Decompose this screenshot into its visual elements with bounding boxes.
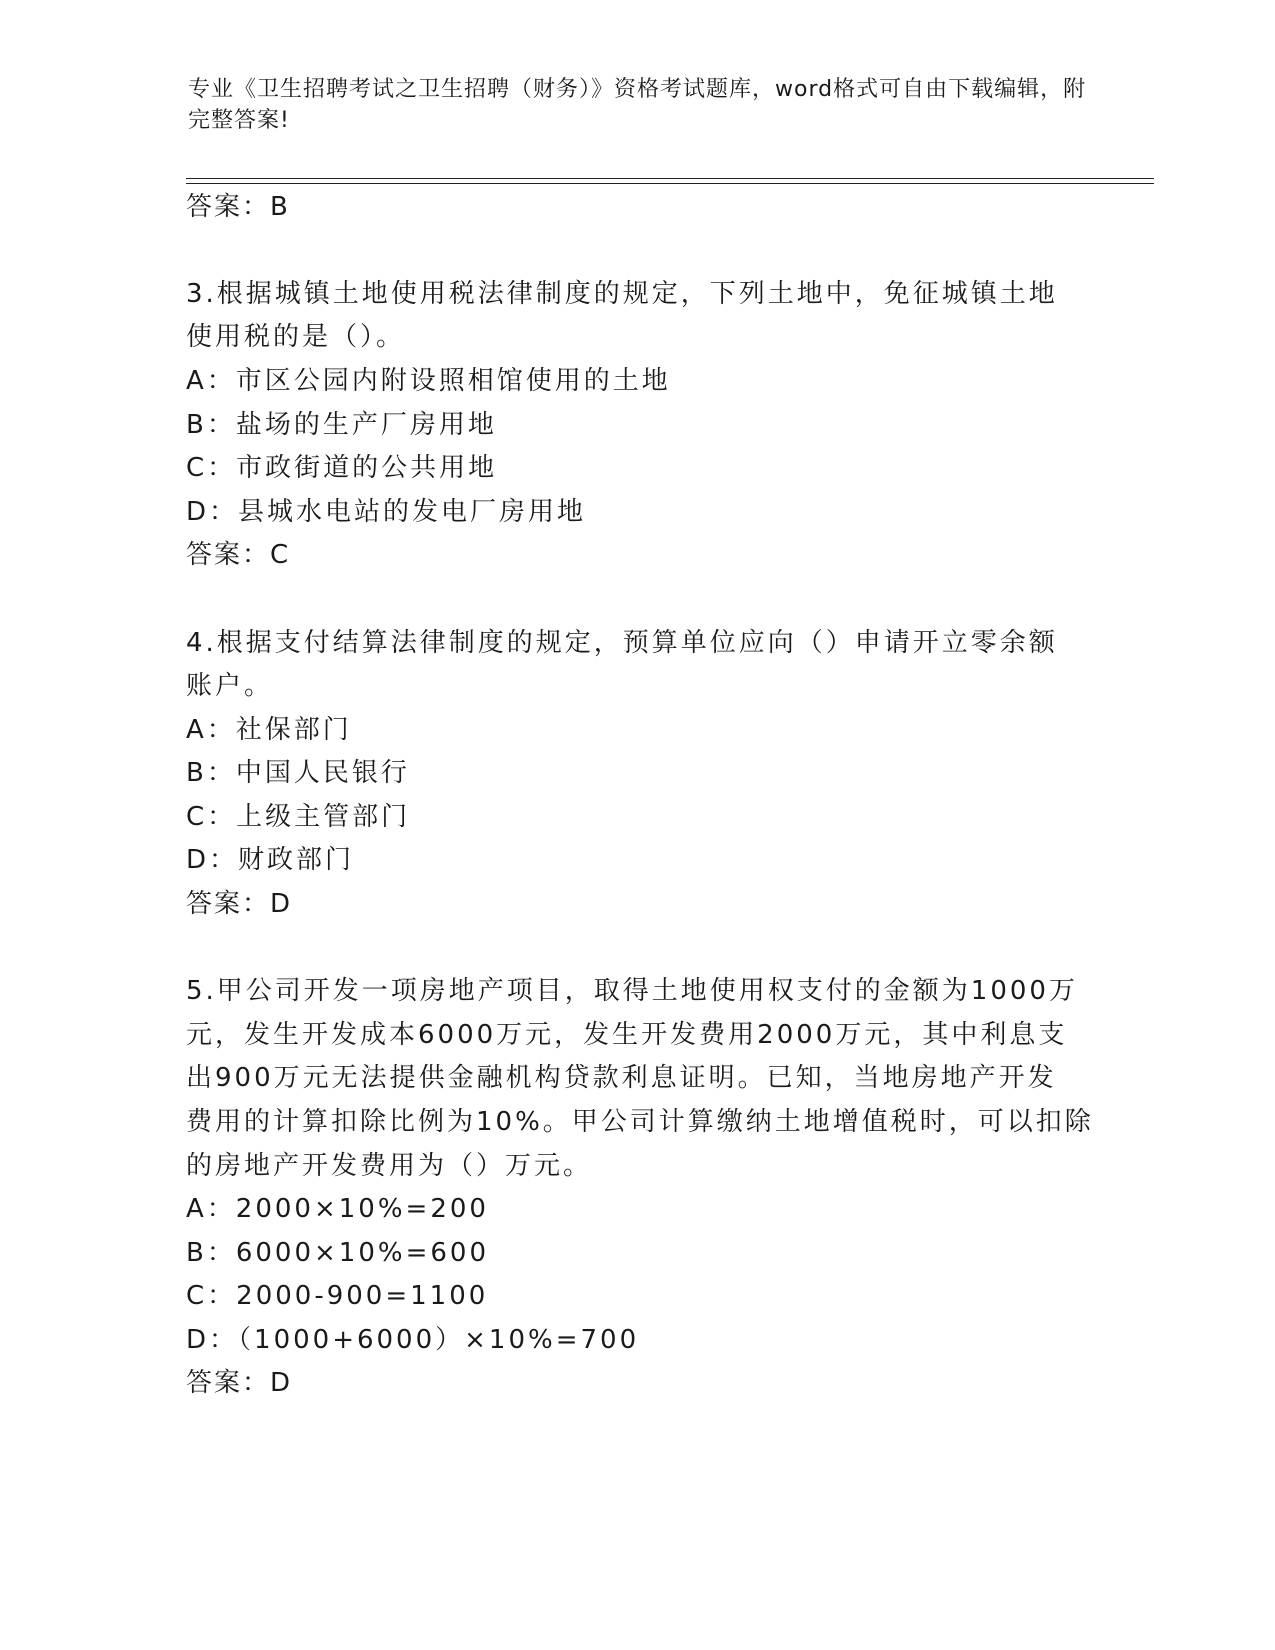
- question-5-stem-line-2: 元，发生开发成本6000万元，发生开发费用2000万元，其中利息支: [186, 1020, 1068, 1050]
- question-4-option-b: B：中国人民银行: [186, 758, 410, 788]
- question-3-option-c: C：市政街道的公共用地: [186, 453, 498, 483]
- question-4-option-d: D：财政部门: [186, 845, 355, 875]
- question-5-stem-line-1: 5.甲公司开发一项房地产项目，取得土地使用权支付的金额为1000万: [186, 976, 1078, 1006]
- question-5-option-b: B：6000×10%=600: [186, 1238, 489, 1268]
- question-5-option-d: D：（1000+6000）×10%=700: [186, 1325, 640, 1355]
- question-4-stem-line-1: 4.根据支付结算法律制度的规定，预算单位应向（）申请开立零余额: [186, 628, 1058, 658]
- question-3-answer: 答案：C: [186, 540, 291, 570]
- document-header: [188, 74, 1088, 136]
- question-4-option-a: A：社保部门: [186, 715, 352, 745]
- question-5-answer: 答案：D: [186, 1368, 293, 1398]
- question-3-stem-line-2: 使用税的是（）。: [186, 322, 406, 352]
- question-3-option-d: D：县城水电站的发电厂房用地: [186, 497, 587, 527]
- question-4-stem-line-2: 账户。: [186, 671, 274, 701]
- question-5-option-c: C：2000-900=1100: [186, 1281, 489, 1311]
- answer-previous: 答案：B: [186, 192, 290, 222]
- header-intro: 专业《卫生招聘考试之卫生招聘（财务）》资格考试题库，word格式可自由下载编辑，附完整答案!: [188, 77, 1087, 133]
- question-3-stem-line-1: 3.根据城镇土地使用税法律制度的规定，下列土地中，免征城镇土地: [186, 279, 1058, 309]
- question-4-answer: 答案：D: [186, 889, 293, 919]
- header-divider-bottom: [186, 183, 1154, 184]
- question-3-option-a: A：市区公园内附设照相馆使用的土地: [186, 366, 671, 396]
- question-5-stem-line-3: 出900万元无法提供金融机构贷款利息证明。已知，当地房地产开发: [186, 1063, 1057, 1093]
- question-4-option-c: C：上级主管部门: [186, 802, 411, 832]
- question-5-option-a: A：2000×10%=200: [186, 1194, 489, 1224]
- question-3-option-b: B：盐场的生产厂房用地: [186, 410, 497, 440]
- question-5-stem-line-4: 费用的计算扣除比例为10%。甲公司计算缴纳土地增值税时，可以扣除: [186, 1107, 1094, 1137]
- header-divider-top: [186, 178, 1154, 179]
- question-5-stem-line-5: 的房地产开发费用为（）万元。: [186, 1151, 593, 1181]
